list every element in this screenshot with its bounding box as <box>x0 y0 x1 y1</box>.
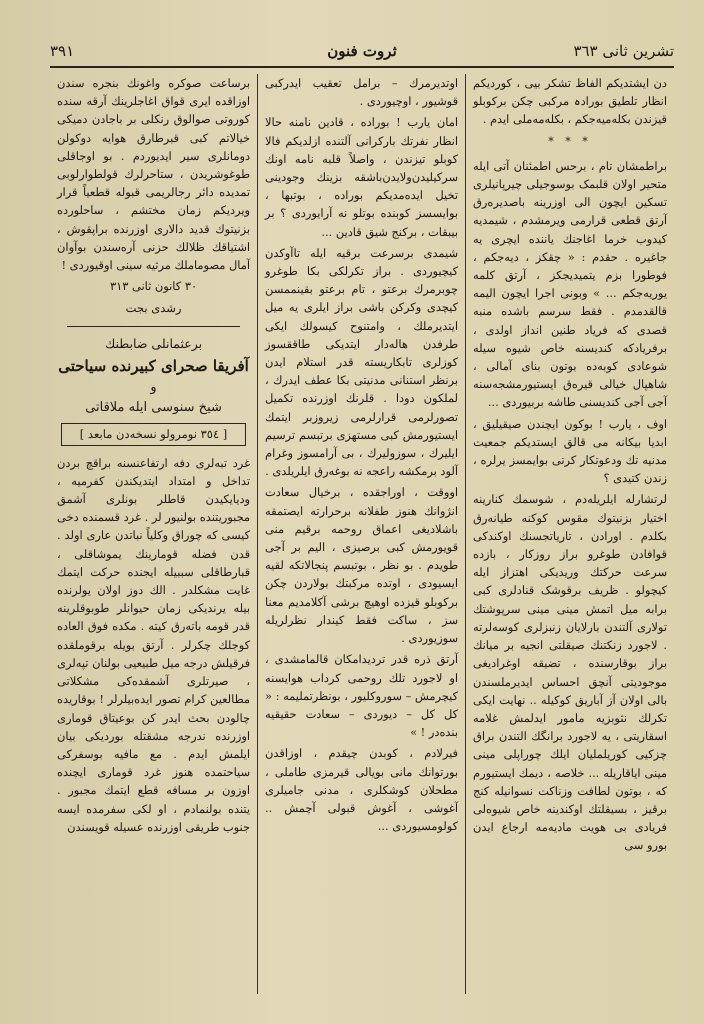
paragraph: شیمدی برسرعت برقیه ایله تاآوکدن کیچیوردی . براز تکرلکی بکا طوغرو چوبرمرك برعتو ، تام برعتو بقینممسن کیچدی وکرکن باشی براز ایلری یه میل ایتدیرملك ، وامتنوح کیسولك ایکی طرفدن هاله‌دار ایتدیکی طاققسوز کوزلری تابکاریسته قدر استلام ایدن برنظر استنانی مدنیتی بکا عطف ایدرك ، لملکون دودا . قلرنك اوزرنده تکمیل تصورلرمی قرارلرمی زیروزبر ایتمك ایستیورمش کبی مستهزی برتبسم ترسیم ایلیرك ، سوزولیرك ، بی آرامسوز وغرام آلود برمکشه راعجه نه بوغەرق ایلریلدی . <box>265 245 459 479</box>
column-right <box>466 74 674 994</box>
article-rule <box>67 326 240 327</box>
paragraph: غرد تبه‌لری دفه ارتفاعنسنه براقچ بردن تداخل و امتداد ایتدیکندن کفرمیه ، ودیایکیدن قاطلر بونلری آشمق مجبوریتنده بولنیور لر . غرد قسمنده دخی کیسی که چوراق وکلیاً نباتدن عاری اولد . قدن فضله قومارینك یموشاقلی ، قبارطاقلی سببیله ایجنده حرکت ایتمك غایت مشکلدر . الك دوز اولان یولرنده بیله یرندیکی زمان حیوانلر طوبوقلرینه قدر قومه باتەرق کیتە . مکده فوق العاده کوجلك چکرلر . آرتق بویله برقوملقده فرقیلش درجه میل طبیعیی بولنان تپه‌لری ، صیرتلری آشمقدەکی مشکلاتی مطالعین کرام تصور ایده‌بیلرلر ! بوقاریده چالودن بحث ایدر کن بوعیتاق قوماری اوزرنده ندرجه مشقتله بوردیکی بیان ایلمش ایدم . مع مافیه بوسفرکی سیاحتمده هنوز غرد قومارى ایچنده اوزون بر مسافه قطع ایتمك مجبور . یتنده بولنمادم ، او لکی سفرمده ایسه جنوب طریقی اوزرنده عسیله قویسندن <box>57 455 251 834</box>
paragraph: لرتشارله ایلریلەدم ، شوسمك کنارینه اختیار بزنیتوك مقوس کوکنه طیانەرق بکلدم . اورادن ، تاریاتجسنك اوکندکی قوافادن طوغرو براز روزکار ، بازده سرعت حرکتك وریدیکی اهتزاز ایله کیچولو . ظریف برقوشک قنادلری کبی برابه میل اتمش مینی مینی سرپوشتك تولاری آلتندن بارلایان زنبزلری کوسەلرتە . لاجورد زنکتنك صیقلتی انجیه بر میانك براز بوقارسنده ، تضیقه اوغرادیغی موجودیتی آنچق احساس ایدیرملسندن بالی اولان آز آباریق کوکیله .. نهایت ایکی تکرلك نثوبزیه مامور ایدلمش غلامه اسقاریتی ، یه لاجورد برانگك التندن براق چزکیی کوریلملیان ایلك چوراپلی مینی مینی ایاقاریله ... خلاصه ، دیمك ایستیورم که ، بوتون لطافت وزناکت نسوانیله کنج برقیز ، بسیقلتك اوکندینه خاص شیوەلی فریادی بی هویت مادیەمه ارجاع ایدن بورو سی <box>473 492 667 853</box>
paragraph: اوف ، یارب ! بوکون ایچندن صیقیلیق ، ابدیا بیکانه می قالق ایستدیکم جمعیت مدنیه تك ودعوتکار کرتی بوایمسز یرلره ، زندن کتیدی ؟ <box>473 416 667 486</box>
page-number: ٣٩١ <box>50 42 75 60</box>
article-conjunction: و <box>150 380 157 396</box>
paragraph: برساعت صوکره واغونك بنجره سندن اوزاقده ایری قواق اغاجلرینك آرقه سنده کوروتی صوالوق رنکلی بر باجادن دمیکی خیالاتم کبی قبرطارق هوایه دوکولن دومانلری سیر ایدیوردم . بو اوجاقلی طوغوشریدن ، ستاحرلرك قولطوارلوبی تمدیده دائر رجالریمی قبوله قطعیاً قرار ویردیکم زمان مختشم ، ساحلوردە بزنیتوك قدید دالاری اوزرنده براپقوش ، اشتیاقك ظلالك حزنی آرەسندن بوآوان آمال مصوماملك مرثیه سینی اوقیوردی ! <box>57 76 251 273</box>
journal-title: ثروت فنون <box>327 42 397 60</box>
author-signature: رشدی بجت <box>125 301 182 316</box>
paragraph: آرتق ذره قدر تردیدامکان قالمامشدی ، او لاجورد تلك روحمی کرداب هوایسنه کیچرمش – سوروکلیور ، بونظرتملیمه : « کل کل – دیوردی – سعادت حقیقیه بنده‌در ! » <box>265 652 459 740</box>
page-header <box>50 36 674 68</box>
paragraph: براطمشان تام ، برحس اطمئنان آتی ایله متحیر اولان قلبمک بوسوجیلی چیرپانیلری تسکین ایچون الی اوزرینه باصدیرەرق آرتق قطعی قرارمی ویرمشدم ، شیمدیه کیدوب خرما اغاجنك یاننده ایچری یه جاغیرە . حقدم : « چقکز ، دیەجکم ، فوطورا بزم یتمیدیجکز ، آرتق کلمە یوریەجکم ... » وبونی اجرا ایچون الیمه قالقدمدم . فقط سرسم باشده منبه قصدی که فریاد طنین انداز اولدی ، برفریادکه کندیسنه خاص شیوه سیله شوعادی کوبەدە بوتون بنای آمالی ، شاهپال خیالی قیرەق ایستیورمشجەسنه آجی آجی کندیسنی طاشه بربیوردی ... <box>473 158 667 410</box>
paragraph: امان یارب ! بورادە ، قادین نامنه حالا انظار نفرتك بارکرانی آلتنده ازلدیکم فالا کوبلو تیزندن ، واصلاً قلبه نامه اونك سرکیلیدن‌ولایدن‌باشقه بزینك وجودینی تخیل ایدەمدیکم بورادە ، بوتبها ، بوایسسز کوبنده بوتلو نه آرایوردی ؟ بر بیبقات ، برکنج شیق قادین ... <box>265 115 459 239</box>
section-divider: * * * <box>548 134 592 148</box>
article-kicker: برعثمانلی ضابطنك <box>104 335 203 351</box>
paragraph: فیرلادم ، کوبدن چیقدم ، اوزاقدن بورتوانك مانی بویالی قیرمزی طاملی ، مطحلان کوشکلری ، مدنی جامیلری آغوشی ، آغوش قبولی آچمش .. کولومسیوردی ... <box>265 746 459 834</box>
continuation-note: [ ٣٥٤ نومرولو نسخەدن مابعد ] <box>61 423 246 445</box>
paragraph: اوتدیرمرك – برامل تعقیب ایدرکبی قوشیور ، اوچیوردی . <box>265 76 459 109</box>
article-subtitle: شیخ سنوسی ایله ملاقاتی <box>85 400 222 416</box>
text-columns <box>50 74 674 994</box>
header-month-page: تشرين ثانى ٣٦٣ <box>573 42 674 60</box>
paragraph: اووقت ، اوراجقده ، برخیال سعادت انژوانك هنوز طفلانه برحرارته ایصتمقه باشلادیغی اعماق روحمه برقیم منی قویورمش کبی برصیزی ، الیم بر آجی طویدم . بو نظر ، بوتبسم پنجالاتکه لقیه ایسیودی ، اوتده مرکبتك بولاردن چکن برکوبلو قیزده اوهیچ برشی آکلامدیم معنا سز ، ساکت فقط کیندار نظرلریله سوزیوردی . <box>265 485 459 646</box>
article-title: آفریقا صحرای کبیرنده سیاحتی <box>58 356 249 375</box>
paragraph: دن ایشتدیکم الفاظ تشکر بیی ، کوردیکم انظار تلطیق بورادہ مرکبی چکن برکوبلو قیزندن بکلەمیەجکم ، بکلەمەملی ایدم . <box>473 76 667 127</box>
column-left <box>50 74 258 994</box>
column-middle <box>258 74 466 994</box>
dateline: ٣٠ کانون ثانى ٣١٣ <box>109 279 198 294</box>
